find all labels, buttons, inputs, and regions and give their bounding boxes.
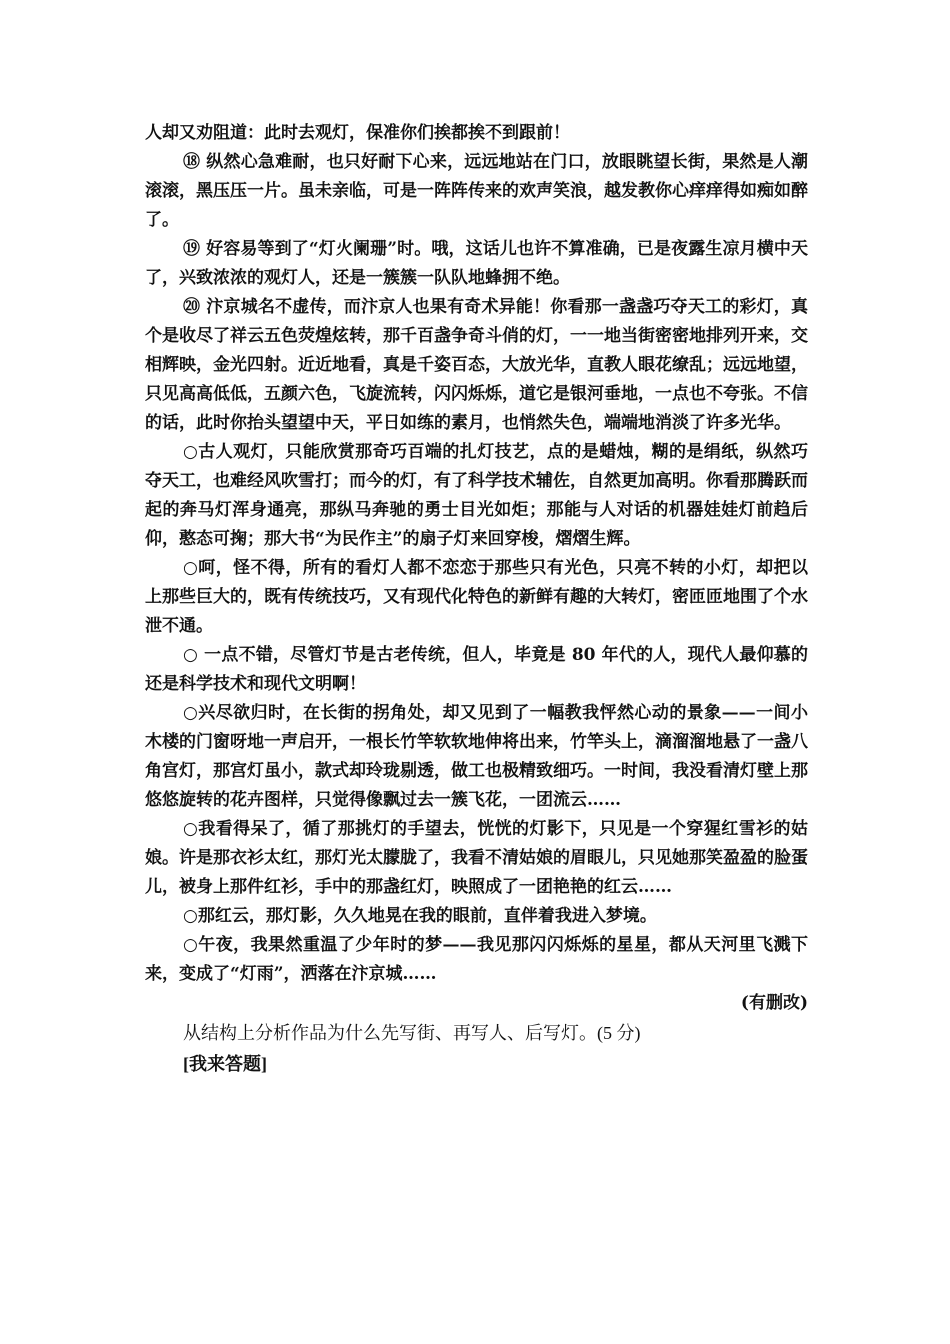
question-text: 从结构上分析作品为什么先写街、再写人、后写灯。(5 分) [183, 1023, 641, 1043]
paragraph-22: ○呵，怪不得，所有的看灯人都不恋恋于那些只有光色，只亮不转的小灯，却把以上那些巨大的，既有传统技巧，又有现代化特色的新鲜有趣的大转灯，密匝匝地围了个水泄不通。 [145, 558, 808, 636]
answer-label: [我来答题] [183, 1054, 267, 1074]
paragraph-20: ⑳ 汴京城名不虚传，而汴京人也果有奇术异能！你看那一盏盏巧夺天工的彩灯，真个是收尽了祥云五色荧煌炫转，那千百盏争奇斗俏的灯，一一地当街密密地排列开来，交相辉映，金光四射。近近地看，真是千姿百态，大放光华，直教人眼花缭乱；远远地望，只见高高低低，五颜六色，飞旋流转，闪闪烁烁，道它是银河垂地，一点也不夸张。不信的话，此时你抬头望望中天，平日如练的素月，也悄然失色，端端地消淡了许多光华。 [145, 297, 808, 433]
paragraph-24: ○兴尽欲归时，在长街的拐角处，却又见到了一幅教我怦然心动的景象——一间小木楼的门窗呀地一声启开，一根长竹竿软软地伸将出来，竹竿头上，滴溜溜地悬了一盏八角宫灯，那宫灯虽小，款式却玲珑剔透，做工也极精致细巧。一时间，我没看清灯壁上那悠悠旋转的花卉图样，只觉得像飘过去一簇飞花，一团流云…… [145, 703, 808, 810]
paragraph-26: ○那红云，那灯影，久久地晃在我的眼前，直伴着我进入梦境。 [183, 906, 657, 926]
paragraph-19: ⑲ 好容易等到了“灯火阑珊”时。哦，这话儿也许不算准确，已是夜露生凉月横中天了，兴致浓浓的观灯人，还是一簇簇一队队地蜂拥不绝。 [145, 239, 808, 288]
paragraph-25: ○我看得呆了，循了那挑灯的手望去，恍恍的灯影下，只见是一个穿猩红雪衫的姑娘。许是那衣衫太红，那灯光太朦胧了，我看不清姑娘的眉眼儿，只见她那笑盈盈的脸蛋儿，被身上那件红衫，手中的那盏红灯，映照成了一团艳艳的红云…… [145, 819, 808, 897]
paragraph-18: ⑱ 纵然心急难耐，也只好耐下心来，远远地站在门口，放眼眺望长街，果然是人潮滚滚，黑压压一片。虽未亲临，可是一阵阵传来的欢声笑浪，越发教你心痒痒得如痴如醉了。 [145, 152, 808, 230]
paragraph-27: ○午夜，我果然重温了少年时的梦——我见那闪闪烁烁的星星，都从天河里飞溅下来，变成了“灯雨”，洒落在汴京城…… [145, 935, 808, 984]
paragraph-21: ○古人观灯，只能欣赏那奇巧百端的扎灯技艺，点的是蜡烛，糊的是绢纸，纵然巧夺天工，也难经风吹雪打；而今的灯，有了科学技术辅佐，自然更加高明。你看那腾跃而起的奔马灯浑身通亮，那纵马奔驰的勇士目光如炬；那能与人对话的机器娃娃灯前趋后仰，憨态可掬；那大书“为民作主”的扇子灯来回穿梭，熠熠生辉。 [145, 442, 808, 549]
source-note: (有删改) [740, 993, 808, 1013]
passage [145, 119, 808, 1080]
paragraph-intro: 人却又劝阻道：此时去观灯，保准你们挨都挨不到跟前！ [145, 123, 570, 143]
paragraph-23: ○ 一点不错，尽管灯节是古老传统，但人，毕竟是 80 年代的人，现代人最仰慕的还是科学技术和现代文明啊！ [145, 645, 808, 694]
